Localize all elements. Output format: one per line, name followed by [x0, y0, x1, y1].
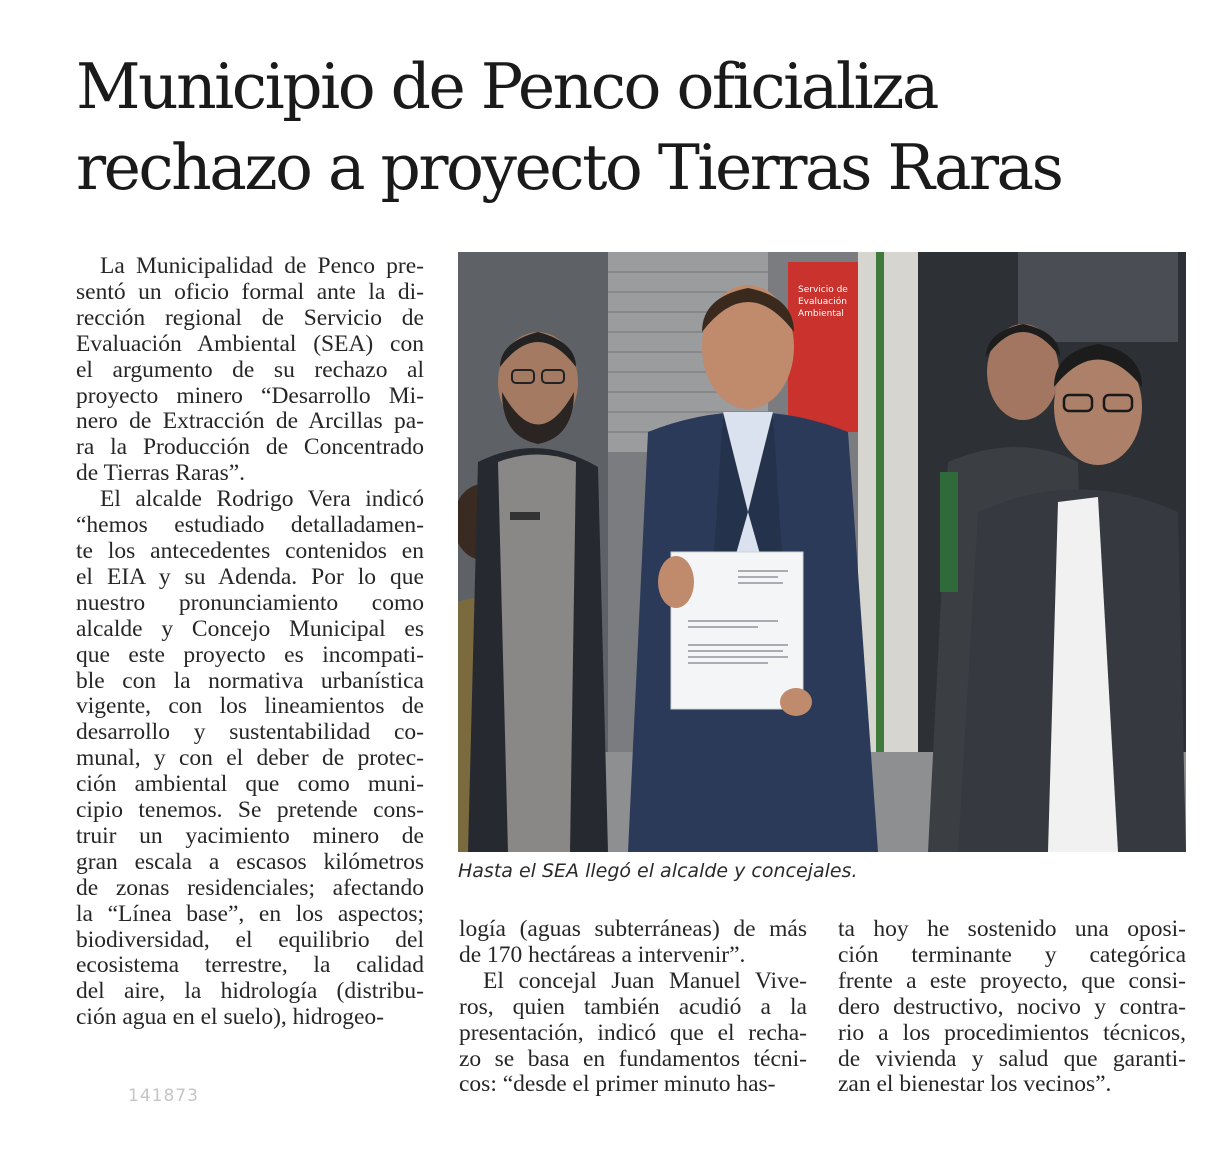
text-line: que este proyecto es incompati-	[76, 641, 424, 668]
text-line: truir un yacimiento minero de	[76, 822, 424, 849]
text-line: de zonas residenciales; afectando	[76, 874, 424, 901]
text-line: biodiversidad, el equilibrio del	[76, 926, 424, 953]
text-line: El concejal Juan Manuel Vive-	[483, 967, 807, 994]
headline-line-1: Municipio de Penco oficializa	[76, 50, 937, 123]
sign-line-1: Servicio de	[798, 285, 848, 295]
news-photo	[458, 252, 1186, 852]
text-line: el EIA y su Adenda. Por lo que	[76, 563, 424, 590]
text-line: te los antecedentes contenidos en	[76, 537, 424, 564]
text-line: de Tierras Raras”.	[76, 460, 246, 487]
text-line: gran escala a escasos kilómetros	[76, 848, 424, 875]
text-line: ble con la normativa urbanística	[76, 667, 424, 694]
text-line: ción agua en el suelo), hidrogeo-	[76, 1004, 385, 1031]
text-line: proyecto minero “Desarrollo Mi-	[76, 382, 424, 409]
text-line: rección regional de Servicio de	[76, 304, 424, 331]
text-line: sentó un oficio formal ante la di-	[76, 278, 424, 305]
article-column-3	[838, 917, 1186, 1098]
article-column-1	[76, 254, 424, 1031]
text-line: Evaluación Ambiental (SEA) con	[76, 330, 424, 357]
text-line: cos: “desde el primer minuto has-	[459, 1071, 776, 1098]
text-line: cipio tenemos. Se pretende cons-	[76, 797, 424, 824]
text-line: ra la Producción de Concentrado	[76, 434, 424, 461]
text-line: frente a este proyecto, que consi-	[838, 967, 1186, 994]
photo-illustration	[458, 252, 1186, 852]
text-line: ción terminante y categórica	[838, 941, 1186, 968]
sign-line-2: Evaluación	[798, 297, 847, 307]
photo-caption: Hasta el SEA llegó el alcalde y concejales.	[458, 860, 858, 882]
text-line: rio a los procedimientos técnicos,	[838, 1019, 1186, 1046]
text-line: zan el bienestar los vecinos”.	[838, 1071, 1112, 1098]
text-line: vigente, con los lineamientos de	[76, 693, 424, 720]
text-line: dero destructivo, nocivo y contra-	[838, 993, 1186, 1020]
headline	[76, 46, 1186, 208]
text-line: presentación, indicó que el recha-	[459, 1019, 807, 1046]
text-line: de 170 hectáreas a intervenir”.	[459, 941, 746, 968]
text-line: logía (aguas subterráneas) de más	[459, 916, 807, 942]
watermark: 141873	[128, 1086, 199, 1106]
text-line: nero de Extracción de Arcillas pa-	[76, 408, 424, 435]
sign-line-3: Ambiental	[798, 309, 844, 319]
text-line: del aire, la hidrología (distribu-	[76, 978, 424, 1005]
text-line: nuestro pronunciamiento como	[76, 589, 424, 616]
text-line: ecosistema terrestre, la calidad	[76, 952, 424, 979]
text-line: El alcalde Rodrigo Vera indicó	[100, 486, 424, 513]
text-line: ros, quien también acudió a la	[459, 993, 807, 1020]
headline-line-2: rechazo a proyecto Tierras Raras	[76, 131, 1062, 204]
text-line: ción ambiental que como muni-	[76, 771, 424, 798]
text-line: la “Línea base”, en los aspectos;	[76, 900, 424, 927]
text-line: zo se basa en fundamentos técni-	[459, 1045, 807, 1072]
text-line: alcalde y Concejo Municipal es	[76, 615, 424, 642]
text-line: el argumento de su rechazo al	[76, 356, 424, 383]
text-line: munal, y con el deber de protec-	[76, 745, 424, 772]
text-line: La Municipalidad de Penco pre-	[100, 253, 424, 279]
text-line: ta hoy he sostenido una oposi-	[838, 916, 1186, 942]
text-line: “hemos estudiado detalladamen-	[76, 512, 424, 539]
text-line: desarrollo y sustentabilidad co-	[76, 719, 424, 746]
article-column-2	[459, 917, 807, 1098]
text-line: de vivienda y salud que garanti-	[838, 1045, 1186, 1072]
